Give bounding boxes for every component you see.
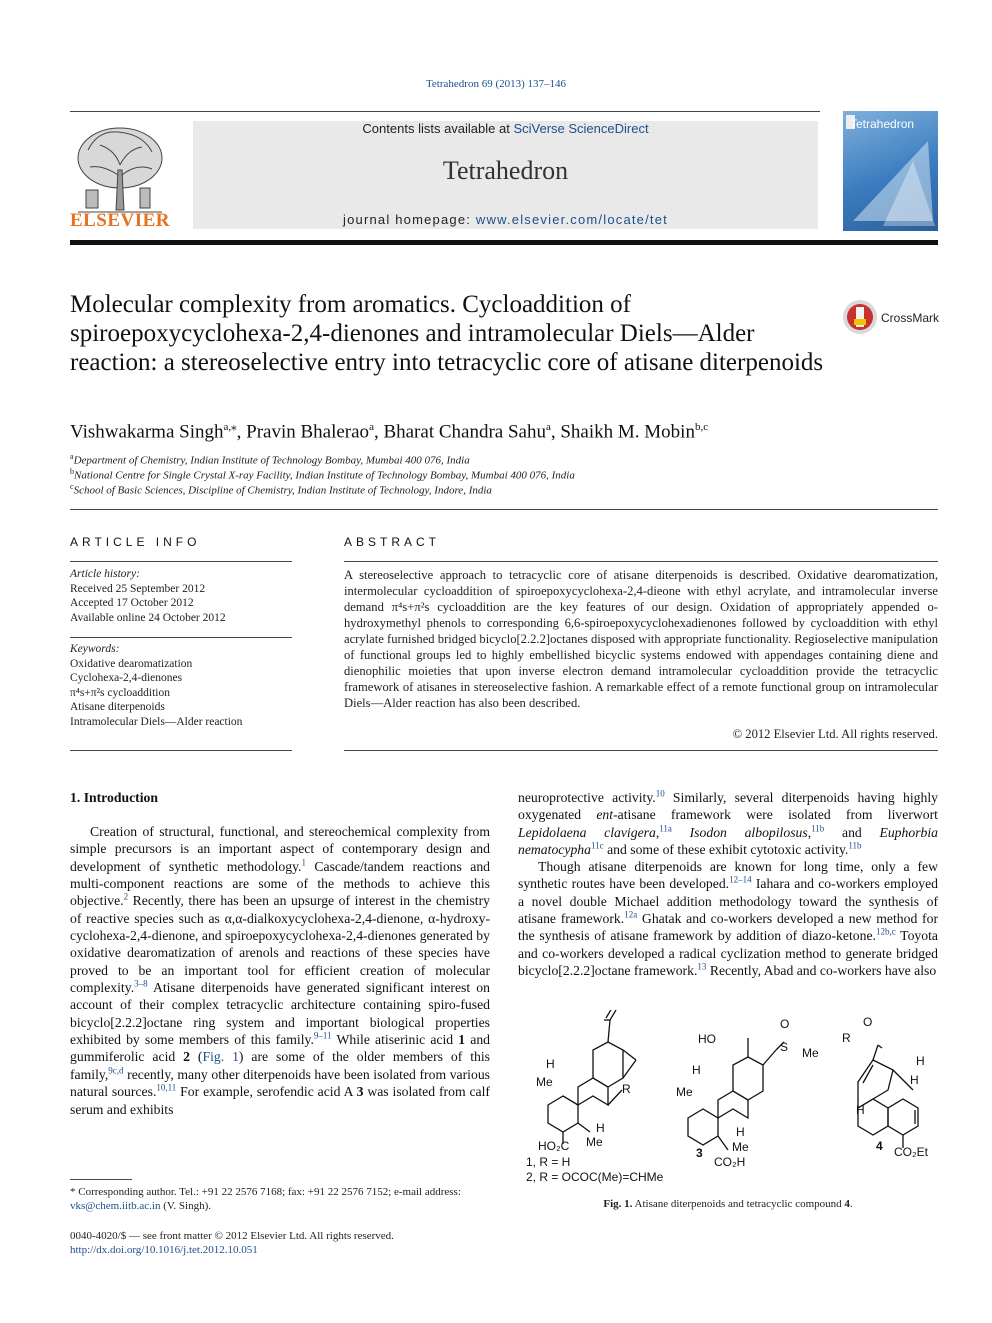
author-name[interactable]: Vishwakarma Singh — [70, 421, 224, 443]
article-history — [70, 567, 292, 625]
fig-label: Me — [676, 1085, 693, 1099]
affiliation: $^c$School of Basic Sciences, Discipline of Chemistry, Indian Institute of Technology, Indore, India — [70, 482, 492, 497]
citation[interactable]: 3–8 — [134, 978, 148, 989]
abstract-text: A stereoselective approach to tetracyclic core of atisane diterpenoids is described. Oxidative dearomatization, intermolecular cycloaddition of spiroepoxycyclohexa-2,4-dieone with ethyl acrylate, and intramolecular inverse demand π⁴s+π²s cycloaddition are the key features of our design. Oxidation of appropriately appended o-hydroxymethyl phenols to corresponding 6,6-spiroepoxycyclohexadienones followed by cycloaddition with ethyl acrylate furnished bridged bicyclo[2.2.2]octanes disposed with appropriate functionality. Regioselective manipulation of functional groups led to highly embellished bicyclic systems endowed with appendages containing diene and dienophilic moieties that upon inverse electron demand intramolecular cycloaddition provide the tetracyclic framework of atisanes in stereoselective fashion. A remarkable effect of a remote functional group on intramolecular Diels—Alder reaction has also been described. — [344, 568, 938, 710]
ring-b — [578, 1078, 608, 1105]
keywords-label: Keywords: — [70, 643, 120, 655]
ring-a — [548, 1096, 578, 1132]
citation[interactable]: 9c,d — [108, 1065, 124, 1076]
intro-col2-continuation: neuroprotective activity.$^{10}$ Similarly, several diterpenoids having highly oxygenated ent-atisane framework were isolated from liverwort Lepidolaena clavigera,$^{11a}$ Isodon albopilosus,$^{11b}$ and Euphorbia nematocypha$^{11c}$ and some of these exhibit cytotoxic activity.$^{11b}$ — [518, 788, 939, 858]
fig-label: Me — [536, 1075, 553, 1089]
corresponding-author-note: * Corresponding author. Tel.: +91 22 2576 7168; fax: +91 22 2576 7152; e-mail address: vks@chem.iitb.ac.in (V. Singh). — [70, 1186, 461, 1212]
article-info-bottom-rule — [70, 750, 292, 751]
front-matter — [70, 1229, 394, 1257]
history-accepted: Accepted 17 October 2012 — [70, 597, 194, 609]
fig-label: R — [842, 1031, 851, 1045]
citation[interactable]: 11b — [848, 840, 862, 851]
crossmark-icon[interactable] — [842, 299, 878, 335]
header-rule — [70, 111, 820, 112]
compound-2-label: 2, R = OCOC(Me)=CHMe — [526, 1170, 664, 1184]
fig-label: H — [692, 1063, 701, 1077]
footnote-rule — [70, 1179, 132, 1180]
author-name[interactable]: Bharat Chandra Sahu — [383, 421, 546, 443]
journal-homepage: journal homepage: www.elsevier.com/locate/tet — [343, 212, 668, 227]
header-thick-rule — [70, 240, 938, 245]
article-info-heading: ARTICLE INFO — [70, 535, 201, 549]
history-online: Available online 24 October 2012 — [70, 611, 226, 624]
doi-link[interactable]: http://dx.doi.org/10.1016/j.tet.2012.10.051 — [70, 1244, 258, 1256]
fig-label: HO₂C — [538, 1139, 570, 1153]
figure-1-structures — [518, 1010, 938, 1190]
elsevier-wordmark: ELSEVIER — [69, 210, 171, 231]
section-rule — [70, 509, 938, 510]
citation[interactable]: 10,11 — [156, 1082, 177, 1093]
citation[interactable]: 2 — [123, 891, 129, 902]
affiliation: $^b$National Centre for Single Crystal X-ray Facility, Indian Institute of Technology Bombay, Mumbai 400 076, India — [70, 467, 575, 482]
issn-line: 0040-4020/$ — see front matter © 2012 Elsevier Ltd. All rights reserved. — [70, 1230, 394, 1242]
figure-link[interactable]: Fig. 1 — [202, 1049, 239, 1065]
abstract-rule — [344, 561, 938, 562]
intro-paragraph-2: Though atisane diterpenoids are known for long time, only a few synthetic routes have been developed.$^{12-14}$ Iahara and co-workers employed a novel double Michael addition methodology toward the synthesis of atisane framework.$^{12a}$ Ghatak and co-workers developed a new method for the synthesis of atisane framework by addition of diazo-ketone.$^{12b,c}$ Toyota and co-workers developed a radical cyclization method to generate bridged bicyclo[2.2.2]octane framework.$^{13}$ Recently, Abad and co-workers have also — [518, 859, 939, 979]
citation[interactable]: 11b — [811, 823, 825, 834]
crossmark-label[interactable]: CrossMark — [881, 311, 940, 325]
author-affil-mark: a — [369, 421, 374, 433]
citation[interactable]: 1 — [301, 857, 306, 868]
fig-label: H — [910, 1073, 919, 1087]
fig-label: HO — [698, 1032, 716, 1046]
citation[interactable]: 11a — [659, 823, 672, 834]
fig-label: Me — [802, 1046, 819, 1060]
fig-label: H — [916, 1054, 925, 1068]
citation[interactable]: 11c — [590, 840, 604, 851]
introduction-heading: 1. Introduction — [70, 790, 158, 805]
history-label: Article history: — [70, 568, 140, 580]
fig-label: O — [780, 1017, 790, 1031]
citation[interactable]: 12–14 — [729, 874, 752, 885]
fig-label: S — [780, 1040, 789, 1054]
keywords-rule — [70, 637, 292, 638]
keywords-block — [70, 642, 292, 729]
intro-paragraph-1: Creation of structural, functional, and stereochemical complexity from simple precursors is an important aspect of contemporary design and development of synthetic methodology.$^1$ Cascade/tandem reactions and multi-component reactions are some of the methods to achieve this objective.$^2$ Recently, there has been an upsurge of interest in the chemistry of reactive species such as α,α-dialkoxycyclohexa-2,4-dienone, α-hydroxy-cyclohexa-2,4-dienone, and spiroepoxycyclohexa-2,4-dienones generated by oxidative dearomatization of arenols and reactions of these species have proved to be an important tool for efficient creation of molecular complexity.$^{3-8}$ Atisane diterpenoids have generated significant interest on account of their complex tetracyclic architecture containing spiro-fused bicyclo[2.2.2]octane ring system and important biological properties exhibited by some members of this family.$^{9-11}$ While atiserinic acid 1 and gummiferolic acid 2 (Fig. 1) are some of the older members of this family,$^{9c,d}$ recently, many other diterpenoids have been isolated from various natural sources.$^{10,11}$ For example, serofendic acid A 3 was isolated from calf serum and exhibits — [70, 824, 491, 1117]
history-received: Received 25 September 2012 — [70, 582, 206, 595]
article-info-rule — [70, 561, 292, 562]
sciencedirect-link[interactable]: SciVerse ScienceDirect — [513, 121, 649, 136]
fig-label: H — [596, 1121, 605, 1135]
author-affil-mark: a — [545, 421, 551, 433]
keyword: Cyclohexa-2,4-dienones — [70, 672, 183, 684]
fig-label: H — [736, 1125, 745, 1139]
author-name[interactable]: Shaikh M. Mobin — [560, 421, 695, 443]
fig-label: H — [546, 1057, 555, 1071]
author-affil-mark: b,c — [694, 421, 709, 433]
affiliation: $^a$Department of Chemistry, Indian Institute of Technology Bombay, Mumbai 400 076, India — [70, 452, 470, 467]
figure-1-caption: Fig. 1. Atisane diterpenoids and tetracyclic compound 4. — [603, 1198, 853, 1210]
citation[interactable]: 12a — [624, 909, 638, 920]
author-list: Vishwakarma Singh$^{a,⁎}$, Pravin Bhalerao$^a$, Bharat Chandra Sahu$^a$, Shaikh M. Mobin$^{b,c}$ — [70, 421, 709, 443]
compound-1-label: 1, R = H — [526, 1155, 571, 1169]
compound-4-label: 4 — [876, 1139, 883, 1153]
keyword: Atisane diterpenoids — [70, 701, 165, 713]
keyword: Oxidative dearomatization — [70, 657, 193, 670]
citation[interactable]: 12b,c — [875, 926, 896, 937]
citation[interactable]: 9–11 — [313, 1030, 332, 1041]
homepage-link[interactable]: www.elsevier.com/locate/tet — [475, 212, 668, 227]
fig-label: O — [863, 1015, 873, 1029]
fig-label: R — [622, 1082, 631, 1096]
abstract-copyright: © 2012 Elsevier Ltd. All rights reserved. — [732, 727, 938, 741]
fig-label: CO₂H — [714, 1155, 746, 1169]
compound-3-label: 3 — [696, 1146, 703, 1160]
author-name[interactable]: Pravin Bhalerao — [246, 421, 370, 443]
cover-title: Tetrahedron — [850, 117, 915, 131]
citation[interactable]: 10 — [655, 788, 665, 799]
abstract-bottom-rule — [344, 750, 938, 751]
citation[interactable]: 13 — [697, 961, 707, 972]
abstract-heading: ABSTRACT — [344, 535, 441, 549]
journal-reference[interactable]: Tetrahedron 69 (2013) 137–146 — [425, 78, 567, 90]
keyword: Intramolecular Diels—Alder reaction — [70, 715, 243, 728]
ring-c — [593, 1042, 623, 1087]
fig-label: Me — [732, 1140, 749, 1154]
contents-line: Contents lists available at SciVerse ScienceDirect — [362, 121, 649, 136]
article-title: Molecular complexity from aromatics. Cycloaddition of spiroepoxycyclohexa-2,4-dienones and intramolecular Diels—Alder reaction: a stereoselective entry into tetracyclic core of atisane diterpenoids — [70, 291, 824, 376]
email-link[interactable]: vks@chem.iitb.ac.in — [70, 1200, 161, 1212]
keyword: π⁴s+π²s cycloaddition — [70, 686, 170, 699]
journal-name: Tetrahedron — [442, 156, 569, 185]
journal-banner — [193, 121, 818, 229]
fig-label: H — [856, 1103, 865, 1117]
author-affil-mark: a,⁎ — [223, 421, 237, 433]
fig-label: Me — [586, 1135, 603, 1149]
fig-label: CO₂Et — [894, 1145, 928, 1159]
